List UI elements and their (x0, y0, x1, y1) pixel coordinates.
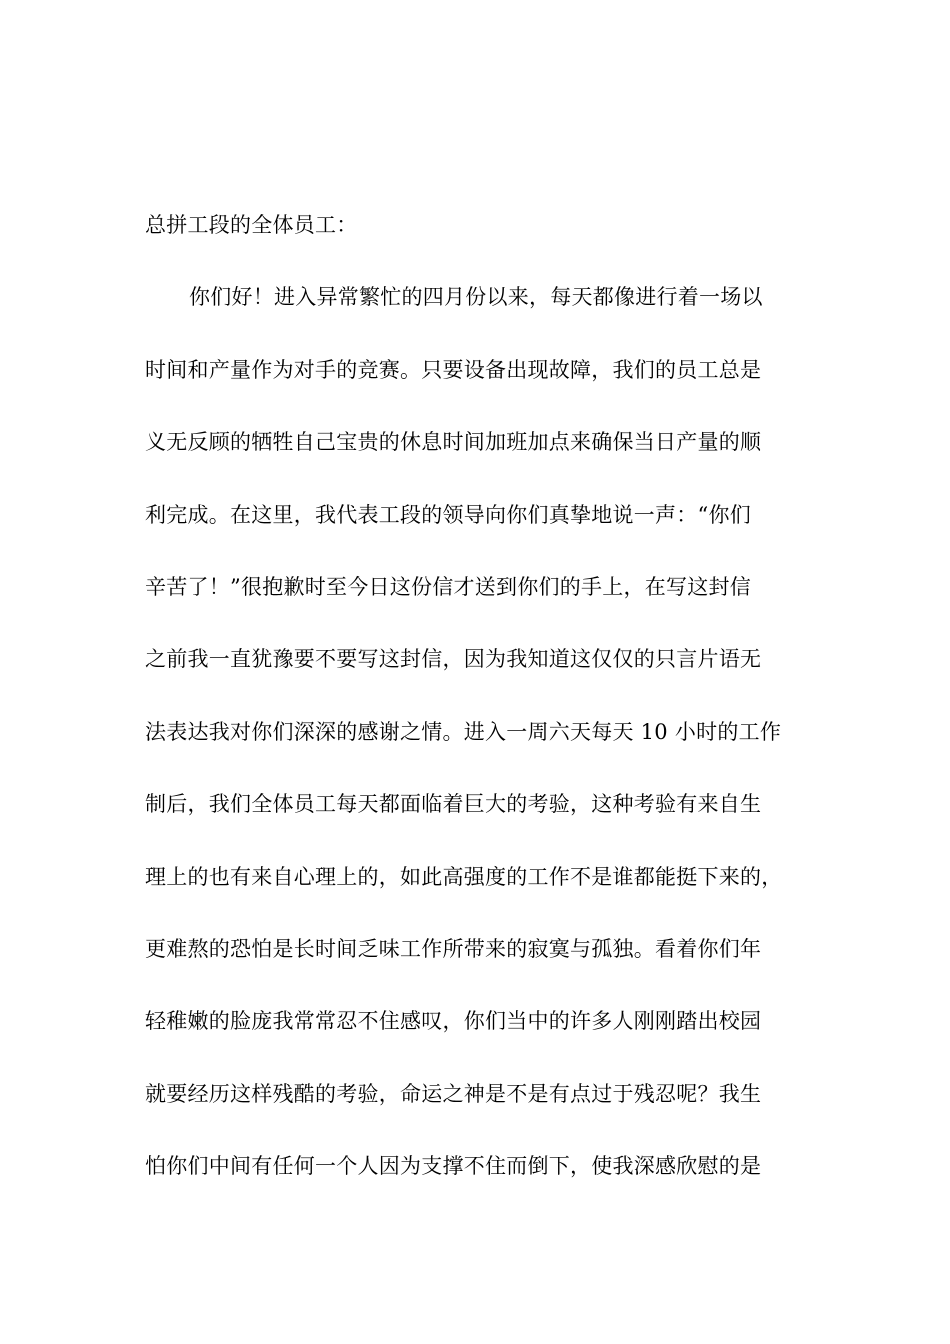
body-line-13: 怕你们中间有任何一个人因为支撑不住而倒下，使我深感欣慰的是 (145, 1154, 762, 1179)
body-line-3: 义无反顾的牺牲自己宝贵的休息时间加班加点来确保当日产量的顺 (145, 430, 762, 455)
body-line-11: 轻稚嫩的脸庞我常常忍不住感叹，你们当中的许多人刚刚踏出校园 (145, 1009, 762, 1034)
body-line-2: 时间和产量作为对手的竞赛。只要设备出现故障，我们的员工总是 (145, 357, 762, 382)
body-line-8: 制后，我们全体员工每天都面临着巨大的考验，这种考验有来自生 (145, 792, 762, 817)
body-line-9: 理上的也有来自心理上的，如此高强度的工作不是谁都能挺下来的， (145, 864, 783, 889)
letter-body (145, 210, 810, 1223)
body-line-4: 利完成。在这里，我代表工段的领导向你们真挚地说一声：“你们 (145, 502, 751, 527)
body-line-7: 法表达我对你们深深的感谢之情。进入一周六天每天 10 小时的工作 (145, 719, 782, 744)
body-line-6: 之前我一直犹豫要不要写这封信，因为我知道这仅仅的只言片语无 (145, 647, 762, 672)
body-line-10: 更难熬的恐怕是长时间乏味工作所带来的寂寞与孤独。看着你们年 (145, 936, 762, 961)
body-line-5: 辛苦了！”很抱歉时至今日这份信才送到你们的手上，在写这封信 (145, 574, 751, 599)
body-line-12: 就要经历这样残酷的考验，命运之神是不是有点过于残忍呢？我生 (145, 1081, 762, 1106)
body-line-1: 你们好！进入异常繁忙的四月份以来，每天都像进行着一场以 (189, 285, 763, 310)
salutation-line: 总拼工段的全体员工： (145, 213, 358, 237)
